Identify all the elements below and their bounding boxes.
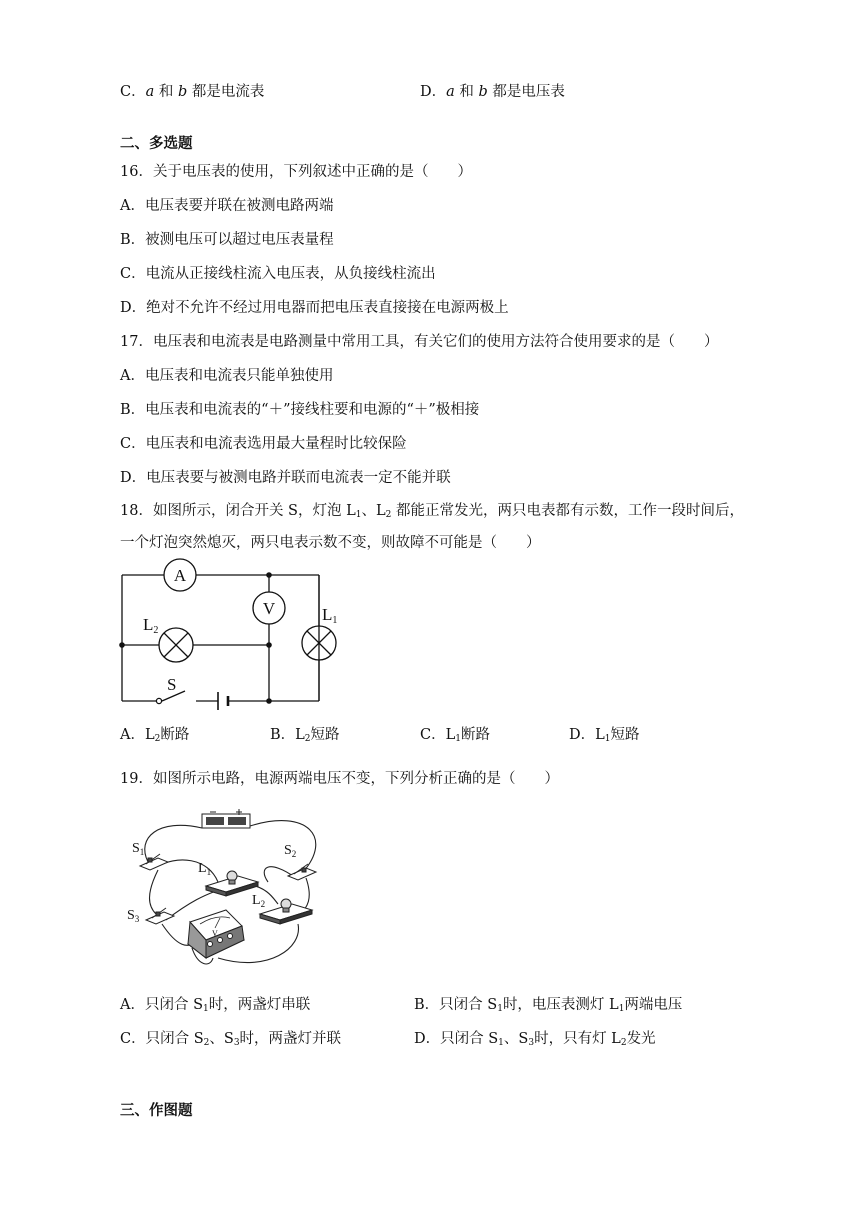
q18-option-a: A．$L_2$断路 [120,727,190,744]
q18-stem-line1: 18．如图所示，闭合开关 S，灯泡 $L_1$、$L_2$ 都能正常发光，两只电表都有示数，工作一段时间后， [120,503,744,520]
q17-stem: 17．电压表和电流表是电路测量中常用工具，有关它们的使用方法符合使用要求的是（ ） [120,334,719,350]
meter-letter: V [212,929,218,938]
label-s1: $S_1$ [132,841,145,857]
q16-option-d: D．绝对不允许不经过用电器而把电压表直接接在电源两极上 [120,300,509,316]
ammeter-label: A [173,566,187,585]
q19-option-c: C．只闭合 $S_2$、$S_3$时，两盏灯并联 [120,1031,342,1048]
q16-option-a: A．电压表要并联在被测电路两端 [120,198,334,214]
q18-option-c: C．$L_1$断路 [420,727,490,744]
label-s2: $S_2$ [284,843,297,859]
wire [145,825,202,862]
wire [150,870,159,914]
section-title-drawing: 三、作图题 [120,1102,193,1119]
label-l1: $L_1$ [198,861,212,877]
voltmeter-icon [188,910,244,958]
q18-option-b: B．$L_2$短路 [270,727,340,744]
q19-stem: 19．如图所示电路，电源两端电压不变，下列分析正确的是（ ） [120,771,559,787]
q16-option-c: C．电流从正接线柱流入电压表，从负接线柱流出 [120,266,436,282]
lamp2-label: L2 [143,615,159,636]
q17-option-a: A．电压表和电流表只能单独使用 [120,368,334,384]
battery-icon [202,809,250,828]
lamp-l2-icon [260,899,312,924]
q17-option-d: D．电压表要与被测电路并联而电流表一定不能并联 [120,470,451,486]
q15-option-d: D．a 和 b 都是电压表 [420,84,565,100]
switch-label: S [167,675,177,694]
junction-dot [266,572,272,578]
section-title-multiple-choice: 二、多选题 [120,135,193,152]
wire [250,821,316,872]
q19-option-d: D．只闭合 $S_1$、$S_3$时，只有灯 $L_2$发光 [414,1031,656,1048]
q19-option-b: B．只闭合 $S_1$时，电压表测灯 $L_1$两端电压 [414,997,683,1014]
lamp1-label: L1 [322,605,338,626]
voltmeter-label: V [262,599,276,618]
q18-circuit-diagram [110,558,340,718]
label-l2: $L_2$ [252,893,266,909]
q19-option-a: A．只闭合 $S_1$时，两盏灯串联 [120,997,311,1014]
q16-option-b: B．被测电压可以超过电压表量程 [120,232,334,248]
q18-stem-line2: 一个灯泡突然熄灭，两只电表示数不变，则故障不可能是（ ） [120,535,541,551]
switch-s3-icon [146,908,174,924]
q15-option-c: C．a 和 b 都是电流表 [120,84,265,100]
junction-dot [266,642,272,648]
q18-option-d: D．$L_1$短路 [569,727,640,744]
q16-stem: 16．关于电压表的使用，下列叙述中正确的是（ ） [120,164,472,180]
q19-circuit-photo [118,798,330,970]
q17-option-b: B．电压表和电流表的“＋”接线柱要和电源的“＋”极相接 [120,402,480,418]
junction-dot [119,642,125,648]
label-s3: $S_3$ [127,908,140,924]
switch-s2-icon [288,864,316,880]
q17-option-c: C．电压表和电流表选用最大量程时比较保险 [120,436,407,452]
junction-dot [266,698,272,704]
